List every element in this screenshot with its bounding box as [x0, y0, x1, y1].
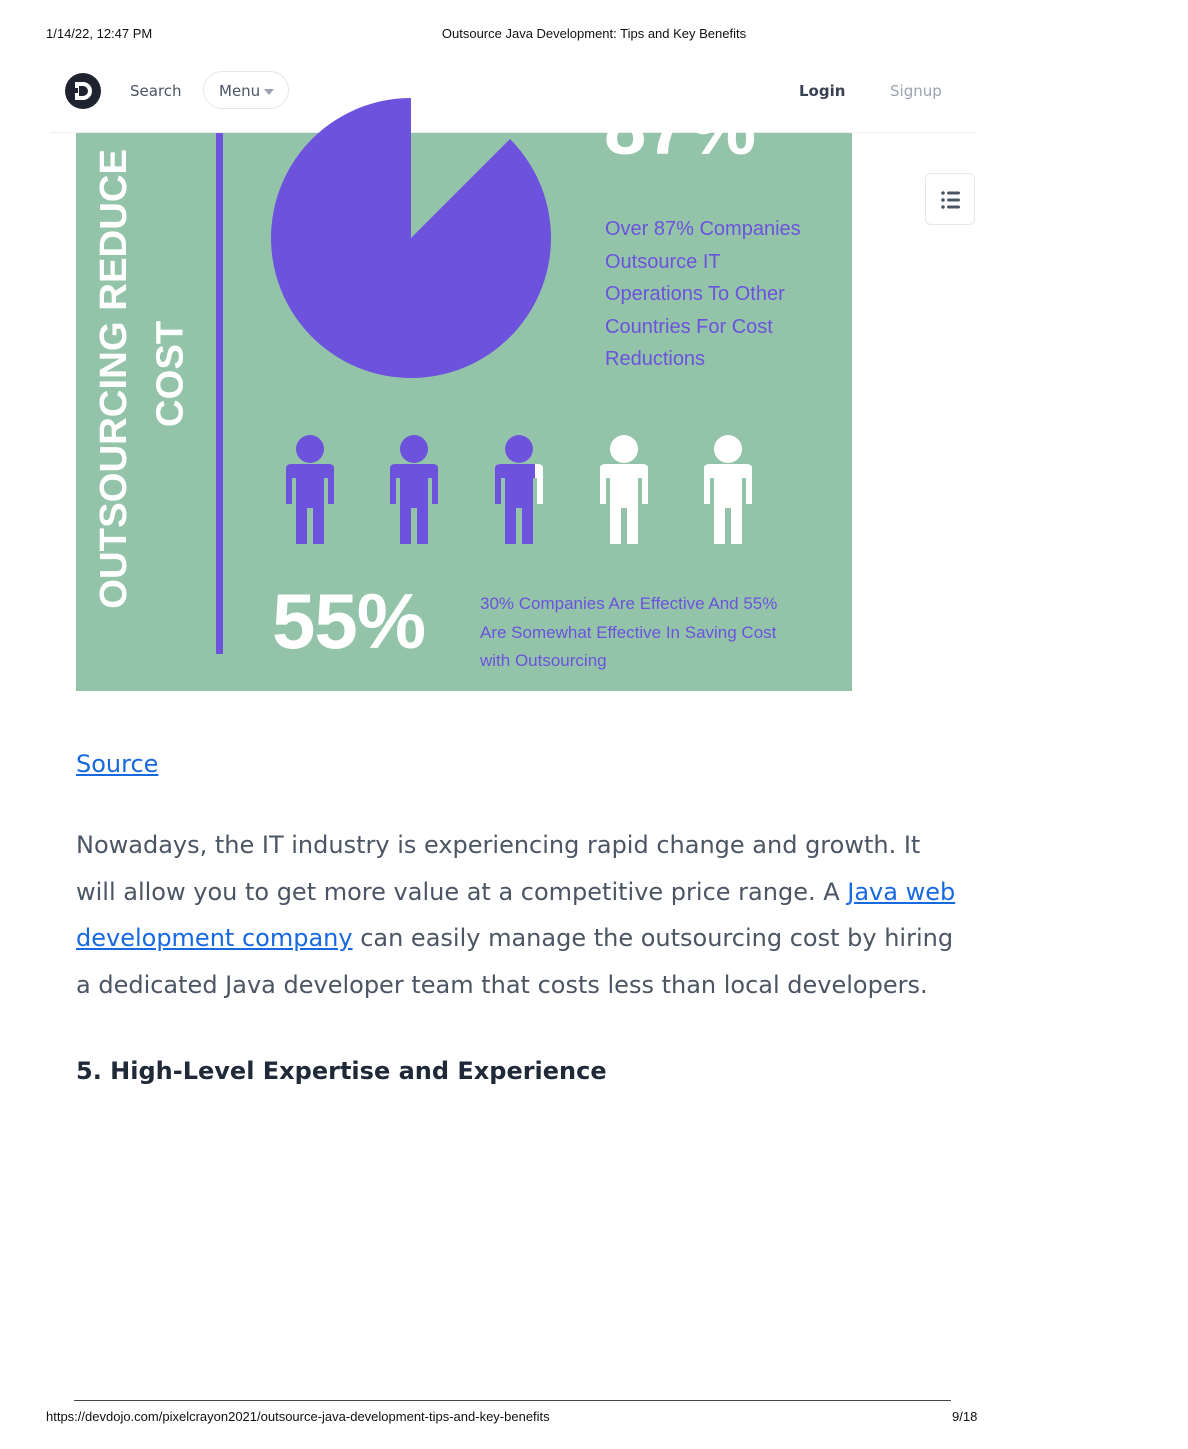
- login-link[interactable]: Login: [799, 82, 846, 100]
- stat-55-description: [480, 590, 820, 676]
- section-heading: 5. High-Level Expertise and Experience: [76, 1057, 607, 1085]
- print-header: [0, 24, 1024, 44]
- print-url: https://devdojo.com/pixelcrayon2021/outsource-java-development-tips-and-key-benefits: [46, 1409, 550, 1424]
- search-link[interactable]: Search: [130, 82, 182, 100]
- big-stat-55: 55%: [272, 577, 426, 665]
- stat-87-line: Outsource IT: [605, 250, 721, 273]
- person-icon-1: [286, 435, 334, 544]
- stat-87-line: Countries For Cost: [605, 315, 773, 338]
- infographic-vertical-title: [76, 133, 192, 663]
- list-icon: [926, 174, 976, 226]
- java-web-development-company-link[interactable]: Java web development company: [76, 877, 956, 952]
- big-stat-87: 87%: [604, 86, 757, 171]
- person-icon-2: [390, 435, 438, 544]
- stat-55-line: with Outsourcing: [480, 651, 607, 670]
- devdojo-logo-icon[interactable]: [64, 72, 102, 110]
- people-icons: [286, 435, 752, 544]
- vertical-title-line1: OUTSOURCING REDUCE: [92, 148, 135, 609]
- paragraph-text: can easily manage the outsourcing cost by hiring a dedicated Java developer team that costs less than local developers.: [76, 924, 954, 999]
- vertical-title-line2: COST: [148, 320, 192, 428]
- signup-link[interactable]: Signup: [890, 82, 942, 100]
- caret-down-icon: [264, 89, 274, 95]
- menu-dropdown-button[interactable]: [203, 71, 289, 109]
- stat-87-line: Reductions: [605, 348, 706, 370]
- stat-87-description: [605, 213, 835, 376]
- article-paragraph: [76, 822, 956, 1008]
- person-icon-5: [704, 435, 752, 544]
- print-footer: [0, 1400, 1024, 1440]
- infographic-divider: [216, 133, 223, 654]
- paragraph-text: Nowadays, the IT industry is experiencing rapid change and growth. It will allow you to get more value at a competitive price range. A: [76, 831, 921, 906]
- source-link[interactable]: Source: [76, 750, 159, 778]
- footer-divider: [74, 1400, 951, 1401]
- person-icon-4: [600, 435, 648, 544]
- stat-87-line: Over 87% Companies: [605, 218, 801, 240]
- print-page-title: Outsource Java Development: Tips and Key Benefits: [441, 26, 747, 41]
- stat-87-line: Operations To Other: [605, 283, 785, 305]
- stat-55-line: Are Somewhat Effective In Saving Cost: [480, 622, 777, 642]
- table-of-contents-button[interactable]: [925, 173, 975, 225]
- menu-label: Menu: [219, 82, 261, 100]
- print-datetime: 1/14/22, 12:47 PM: [46, 26, 153, 41]
- print-page-number: 9/18: [952, 1409, 978, 1424]
- top-navbar: [50, 60, 976, 133]
- stat-55-line: 30% Companies Are Effective And 55%: [480, 594, 778, 613]
- person-icon-3: [495, 435, 543, 544]
- pie-87-percent: [271, 98, 551, 378]
